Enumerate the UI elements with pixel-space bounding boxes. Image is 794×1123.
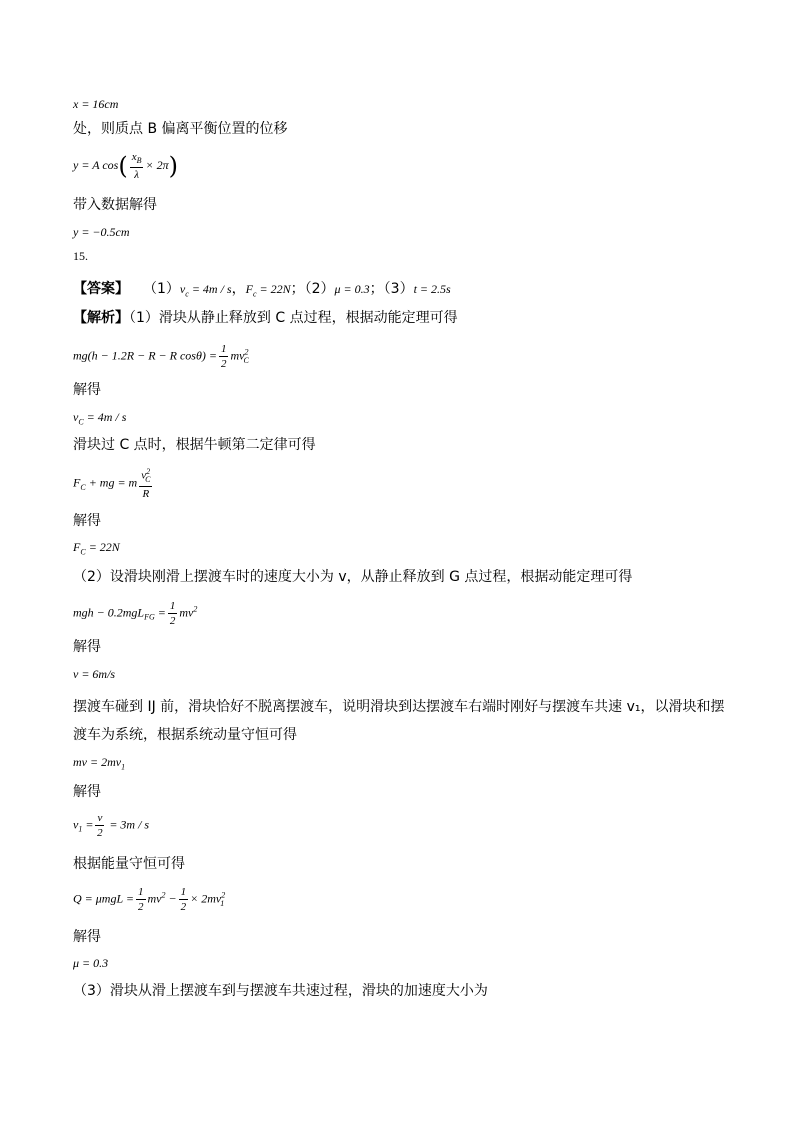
text-part-3: （3）滑块从滑上摆渡车到与摆渡车共速过程，滑块的加速度大小为 xyxy=(73,983,488,999)
eq-v-result: v = 6m/s xyxy=(73,667,116,681)
text-paragraph-b: 渡车为系统，根据系统动量守恒可得 xyxy=(73,727,297,743)
text-displacement-intro: 处，则质点 B 偏离平衡位置的位移 xyxy=(73,121,288,137)
eq-part: mv xyxy=(179,605,194,620)
eq-part: F xyxy=(73,475,81,490)
eq-part: = 22N xyxy=(256,282,291,296)
eq-part: 2 xyxy=(221,890,226,900)
eq-part: = xyxy=(82,817,94,832)
explanation-line xyxy=(73,311,458,325)
eq-part: c xyxy=(252,289,257,299)
eq-part: v xyxy=(95,812,104,826)
eq-part: F xyxy=(245,282,253,296)
eq-part: ；（2） xyxy=(290,281,335,297)
explanation-label: 【解析】 xyxy=(73,310,129,326)
answer-label: 【答案】 xyxy=(73,281,129,297)
eq-part: 1 xyxy=(219,343,229,357)
eq-displacement-result: y = −0.5cm xyxy=(73,225,130,239)
eq-part: × 2π xyxy=(145,157,169,172)
text-energy-conservation: 根据能量守恒可得 xyxy=(73,856,185,872)
eq-part: 1 xyxy=(136,886,146,900)
eq-part: 2 xyxy=(146,467,151,476)
text-solve-2: 解得 xyxy=(73,513,101,529)
eq-newton xyxy=(73,468,154,500)
eq-part: v xyxy=(73,410,79,424)
eq-part: = 22N xyxy=(85,540,120,554)
eq-energy-1 xyxy=(73,343,249,370)
eq-part: 1 xyxy=(121,762,126,772)
eq-part: v xyxy=(179,282,186,296)
text-solve-5: 解得 xyxy=(73,929,101,945)
eq-part: c xyxy=(185,289,189,299)
eq-part: 2 xyxy=(97,827,103,840)
question-number: 15. xyxy=(73,249,88,263)
eq-mu-result: μ = 0.3 xyxy=(73,956,109,970)
eq-part: 1 xyxy=(179,886,189,900)
answer-part-1: （1） xyxy=(143,281,180,297)
answer-part-3: t = 2.5s xyxy=(413,282,451,296)
eq-part: mg(h − 1.2R − R − R cosθ) = xyxy=(73,348,217,363)
text-paragraph-a: 摆渡车碰到 IJ 前，滑块恰好不脱离摆渡车，说明滑块到达摆渡车右端时刚好与摆渡车共速 v₁，以滑块和摆 xyxy=(73,699,725,715)
eq-part: 2 xyxy=(193,604,198,614)
eq-part: 2 xyxy=(180,901,187,914)
eq-v1 xyxy=(73,812,149,839)
eq-part: − xyxy=(165,891,177,906)
answer-line xyxy=(73,282,451,298)
eq-part: v xyxy=(73,817,79,832)
eq-part: + mg = m xyxy=(85,475,138,490)
text-newton: 滑块过 C 点时，根据牛顿第二定律可得 xyxy=(73,437,316,453)
eq-part: Q = μmgL = xyxy=(73,891,135,906)
eq-part: FG xyxy=(144,612,155,622)
eq-vc-result xyxy=(73,411,126,426)
eq-part: v xyxy=(141,469,147,482)
eq-part: C xyxy=(145,474,151,484)
eq-part: ， xyxy=(231,281,246,297)
eq-part: C xyxy=(80,483,86,492)
eq-part: y = A cos xyxy=(73,157,119,172)
eq-part: x xyxy=(131,151,137,163)
text-solve-3: 解得 xyxy=(73,639,101,655)
eq-part: mv xyxy=(230,348,245,363)
answer-part-2: μ = 0.3 xyxy=(334,282,370,296)
eq-part: = 3m / s xyxy=(106,817,150,832)
eq-momentum xyxy=(73,756,125,771)
eq-part: F xyxy=(73,540,81,554)
eq-part: 1 xyxy=(168,600,178,614)
eq-part: mv = 2mv xyxy=(73,755,122,769)
eq-part: = xyxy=(154,605,166,620)
explanation-part-1: （1）滑块从静止释放到 C 点过程，根据动能定理可得 xyxy=(129,310,458,326)
eq-part: 2 xyxy=(138,901,144,914)
eq-part: mv xyxy=(147,891,162,906)
eq-part: 1 xyxy=(78,824,83,834)
eq-part: B xyxy=(136,156,142,166)
eq-part: 1 xyxy=(220,898,225,908)
eq-part: 2 xyxy=(220,358,227,371)
eq-part: = 4m / s xyxy=(188,282,232,296)
eq-part: R xyxy=(142,487,150,500)
eq-part: 2 xyxy=(161,890,166,900)
eq-fc-result xyxy=(73,541,120,556)
eq-part: mgh − 0.2mgL xyxy=(73,605,145,620)
eq-part: × 2mv xyxy=(190,891,222,906)
eq-part: C xyxy=(78,417,84,427)
eq-position: x = 16cm xyxy=(73,97,119,111)
eq-part: C xyxy=(80,547,86,557)
eq-energy-2 xyxy=(73,600,197,627)
text-solve-4: 解得 xyxy=(73,784,101,800)
text-solve-1: 解得 xyxy=(73,382,101,398)
eq-heat xyxy=(73,886,224,913)
text-part-2: （2）设滑块刚滑上摆渡车时的速度大小为 v，从静止释放到 G 点过程，根据动能定理可得 xyxy=(73,569,633,585)
eq-part: 2 xyxy=(244,347,249,357)
text-substitute: 带入数据解得 xyxy=(73,197,157,213)
eq-part: = 4m / s xyxy=(83,410,127,424)
eq-part: λ xyxy=(134,168,139,181)
eq-part: C xyxy=(243,355,249,365)
eq-part: 2 xyxy=(169,615,176,628)
eq-displacement-formula: y = A cos( $\frac{x_B}{\lambda}$ × 2π) xyxy=(73,151,178,181)
eq-part: ；（3） xyxy=(369,281,414,297)
